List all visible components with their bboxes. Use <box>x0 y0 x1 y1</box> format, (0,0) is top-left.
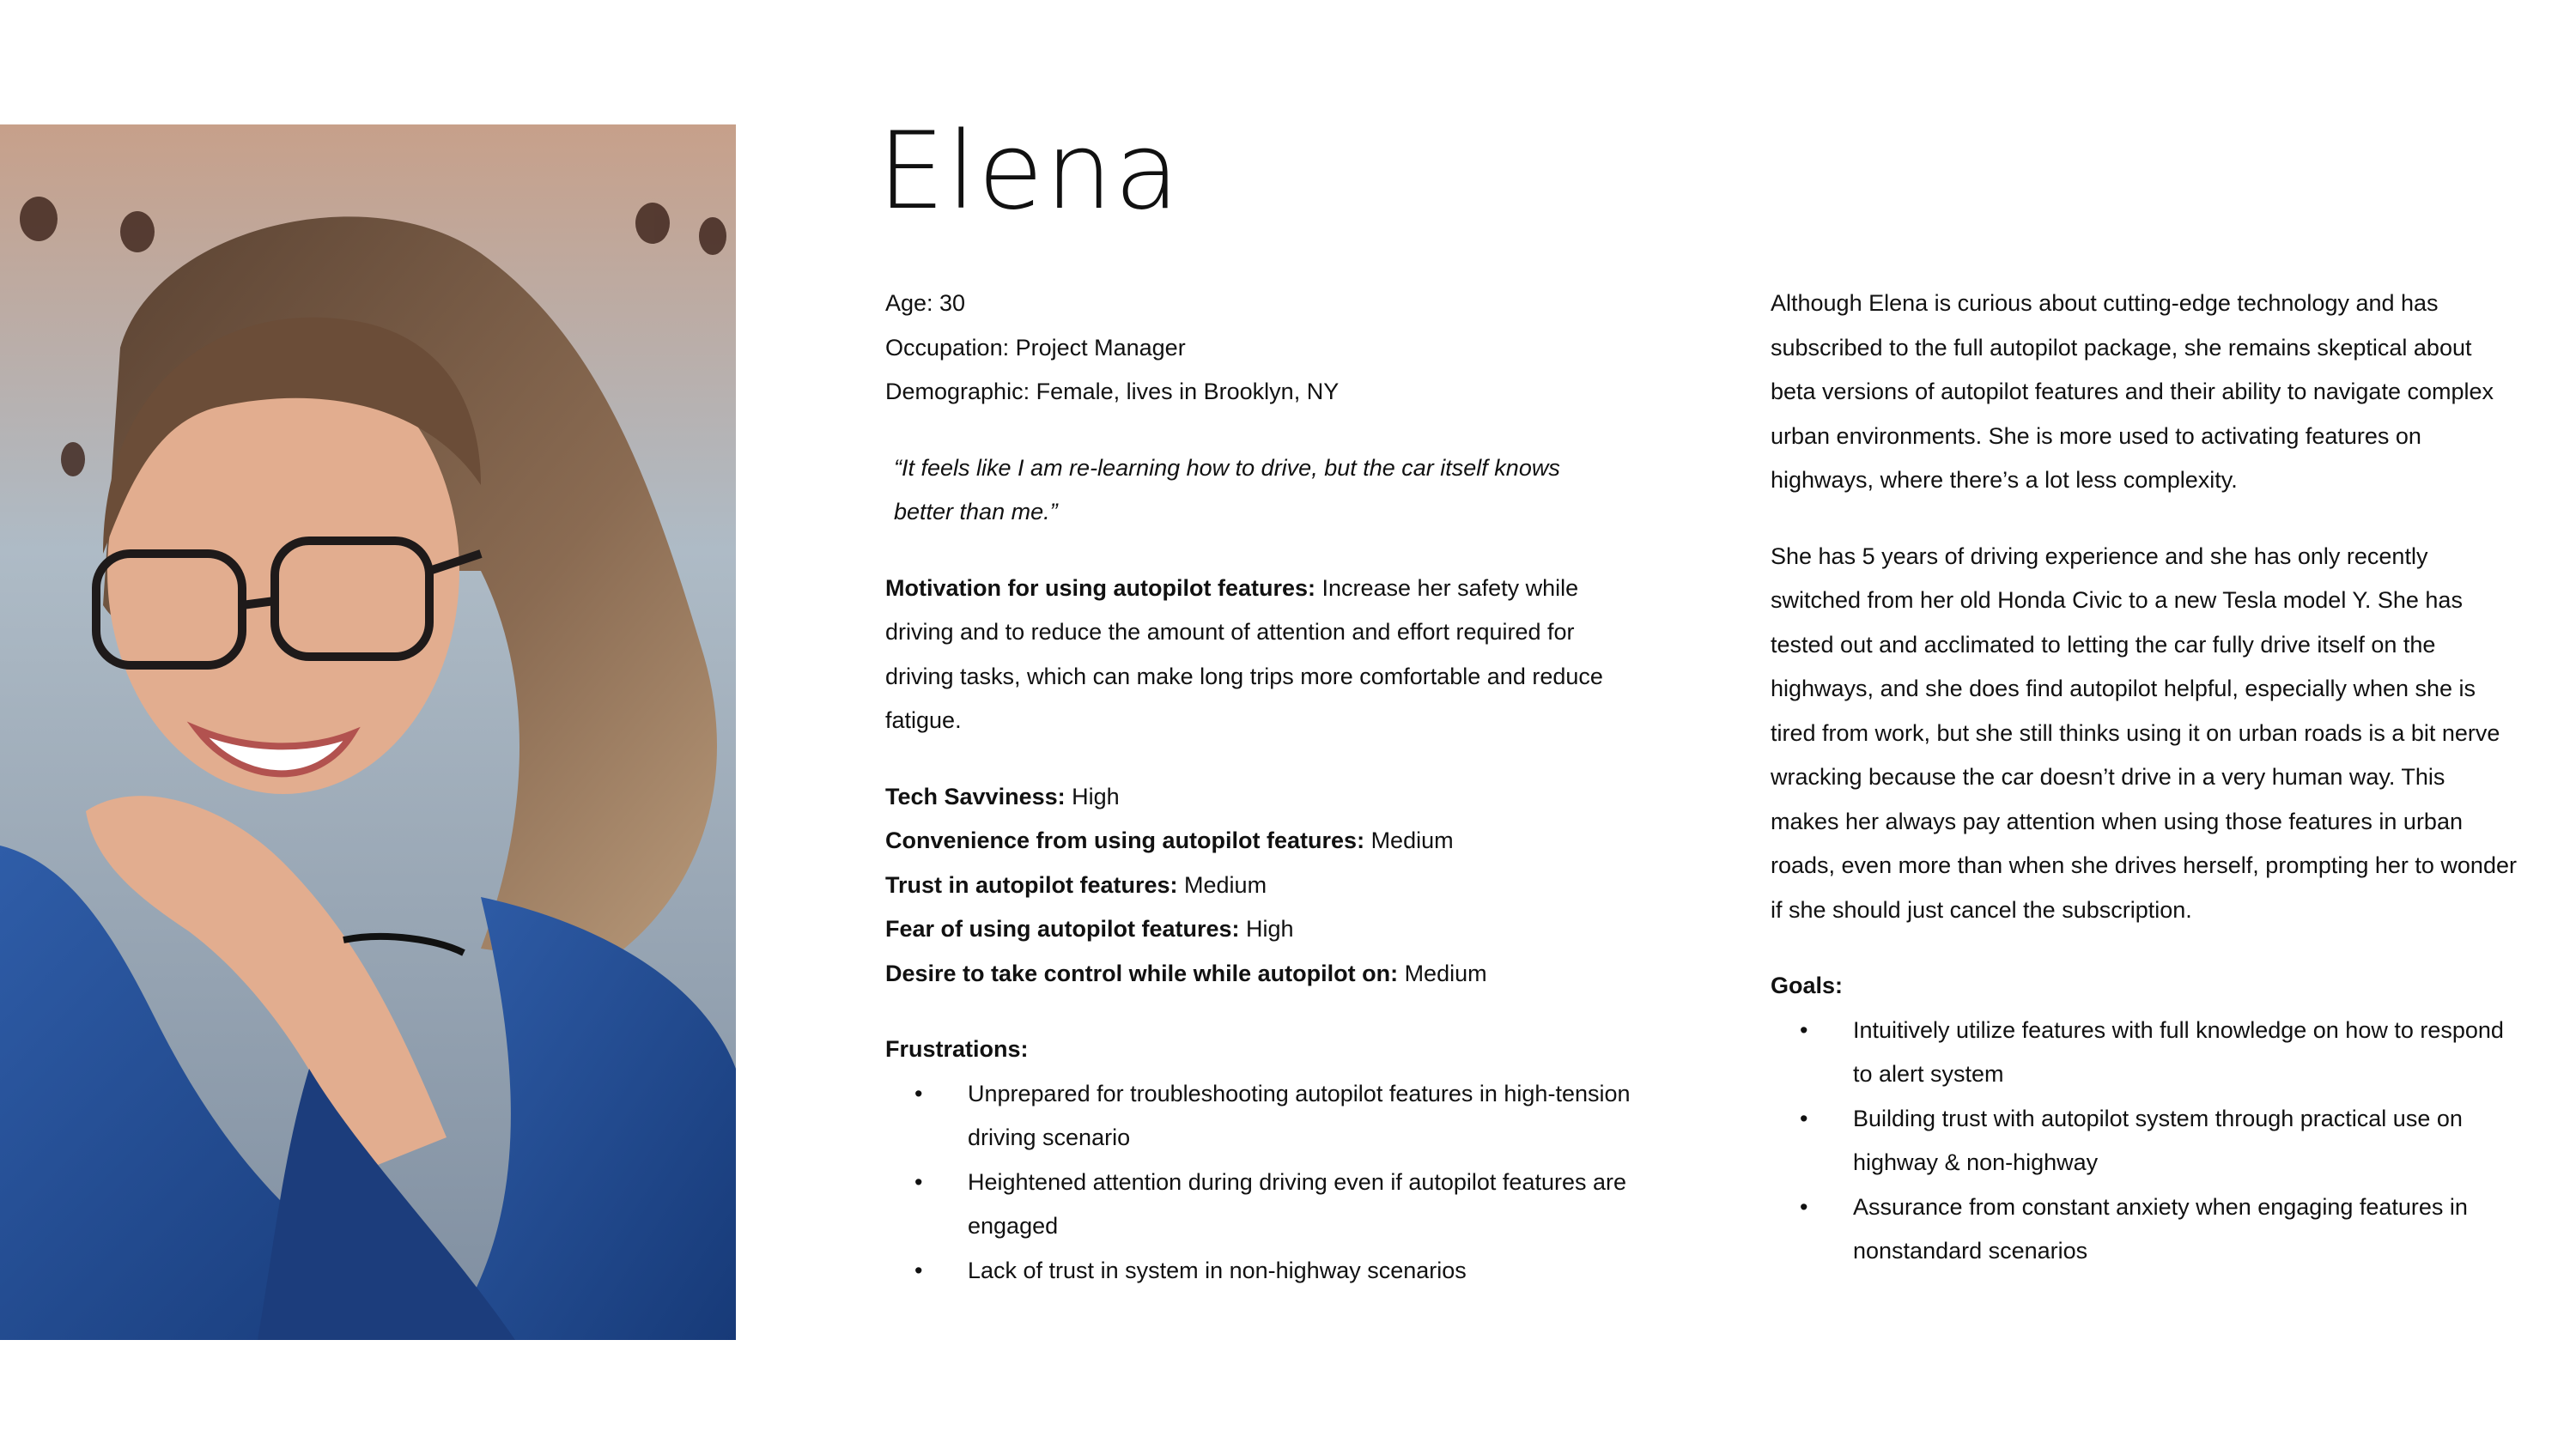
attribute-label: Trust in autopilot features: <box>885 871 1178 898</box>
goal-text: Intuitively utilize features with full knowledge on how to respond to alert system <box>1853 1016 2504 1087</box>
persona-narrative-column <box>1771 282 2518 1274</box>
frustration-text: Unprepared for troubleshooting autopilot features in high-tension driving scenario <box>968 1080 1631 1150</box>
attribute-row <box>885 775 1632 820</box>
list-item <box>1771 1185 2518 1274</box>
attribute-list <box>885 775 1632 997</box>
list-item <box>885 1249 1632 1294</box>
bullet-icon: • <box>1800 1193 1808 1220</box>
motivation-text: Increase her safety while driving and to reduce the amount of attention and effort required for driving tasks, which can make long trips more comfortable and reduce fatigue. <box>885 574 1603 733</box>
list-item <box>1771 1097 2518 1185</box>
bullet-icon: • <box>1800 1016 1808 1043</box>
bullet-icon: • <box>914 1257 923 1283</box>
goal-text: Assurance from constant anxiety when engaging features in nonstandard scenarios <box>1853 1193 2468 1264</box>
goals-list <box>1771 1009 2518 1274</box>
attribute-row <box>885 952 1632 997</box>
goals-heading <box>1771 964 2518 1009</box>
motivation-label: Motivation for using autopilot features: <box>885 574 1315 601</box>
attribute-label: Fear of using autopilot features: <box>885 916 1240 942</box>
bullet-icon: • <box>914 1080 923 1106</box>
attribute-label: Convenience from using autopilot features: <box>885 828 1365 853</box>
persona-photo <box>0 124 736 1340</box>
frustrations-list <box>885 1072 1632 1294</box>
attribute-value: High <box>1239 916 1294 942</box>
frustrations-label: Frustrations: <box>885 1036 1029 1062</box>
background-paragraph-2: She has 5 years of driving experience and she has only recently switched from her old Honda Civic to a new Tesla model Y. She has tested out and acclimated to letting the car fully drive itself on the highways, and she does find autopilot helpful, especially when she is tired from work, but she still thinks using it on urban roads is a bit nerve wracking because the car doesn’t drive in a very human way. This makes her always pay attention when using those features in urban roads, even more than when she drives herself, prompting her to wonder if she should just cancel the subscription. <box>1771 543 2517 923</box>
bullet-icon: • <box>914 1168 923 1195</box>
motivation-paragraph <box>885 567 1632 743</box>
list-item <box>1771 1009 2518 1097</box>
attribute-value: Medium <box>1177 871 1267 898</box>
bullet-icon: • <box>1800 1105 1808 1131</box>
frustrations-heading <box>885 1028 1632 1072</box>
persona-name: Elena <box>878 110 1182 233</box>
attribute-value: High <box>1065 783 1120 809</box>
list-item <box>885 1161 1632 1249</box>
attribute-value: Medium <box>1364 828 1454 853</box>
persona-quote <box>885 446 1632 535</box>
attribute-label: Desire to take control while while autopilot on: <box>885 960 1399 986</box>
attribute-label: Tech Savviness: <box>885 783 1066 809</box>
attribute-row <box>885 907 1632 952</box>
frustration-text: Heightened attention during driving even if autopilot features are engaged <box>968 1168 1627 1239</box>
list-item <box>885 1072 1632 1161</box>
persona-details-column <box>885 282 1632 1293</box>
goal-text: Building trust with autopilot system through practical use on highway & non-highway <box>1853 1105 2463 1175</box>
attribute-value: Medium <box>1398 960 1487 986</box>
attribute-row <box>885 819 1632 864</box>
age-line: Age: 30 <box>885 290 966 316</box>
frustration-text: Lack of trust in system in non-highway scenarios <box>968 1257 1467 1283</box>
goals-label: Goals: <box>1771 973 1844 998</box>
attribute-row <box>885 864 1632 908</box>
demographic-line: Demographic: Female, lives in Brooklyn, NY <box>885 379 1340 404</box>
quote-line-1: “It feels like I am re-learning how to drive, but the car itself knows <box>894 454 1560 481</box>
background-paragraph-1: Although Elena is curious about cutting-edge technology and has subscribed to the full autopilot package, she remains skeptical about beta versions of autopilot features and their ability to navigate complex urban environments. She is more used to activating features on highways, where there’s a lot less complexity. <box>1771 290 2494 493</box>
quote-line-2: better than me.” <box>894 499 1058 524</box>
occupation-line: Occupation: Project Manager <box>885 334 1186 361</box>
portrait-illustration <box>0 124 736 1340</box>
